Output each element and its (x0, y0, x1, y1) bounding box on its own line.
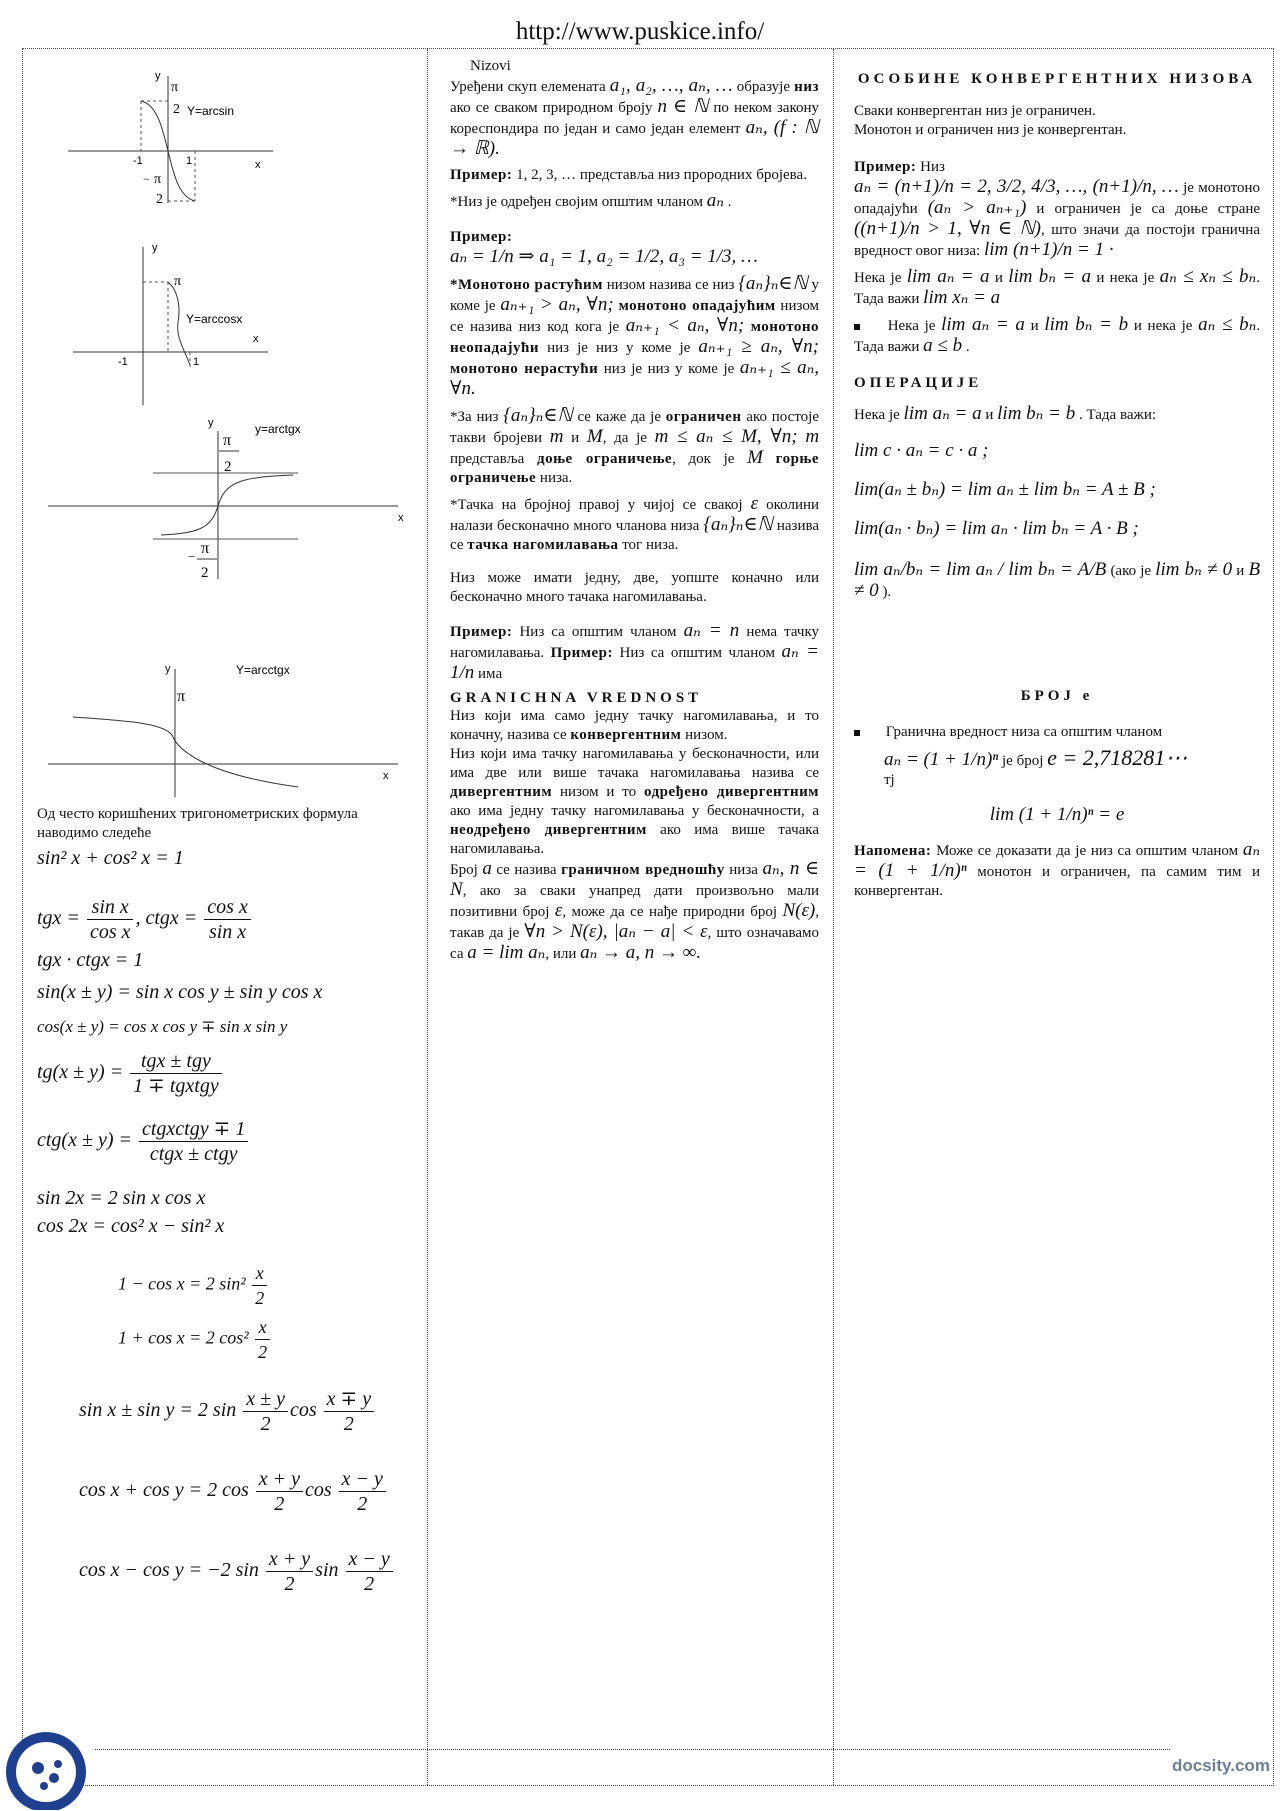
svg-text:y: y (208, 417, 214, 429)
section-title-limit: GRANICHNA VREDNOST (450, 690, 703, 706)
svg-text:y: y (155, 71, 161, 82)
definition-sequence: Уређени скуп елемената a₁, a₂, …, aₙ, … образује низ ако се сваком природном броју n ∈ ℕ по неком закону кореспондира по један и само један елемент aₙ, (f : ℕ → ℝ). (450, 75, 820, 159)
operation-scalar: lim c · aₙ = c · a ; (854, 440, 989, 461)
formula-sin-sum-product: sin x ± sin y = 2 sin $\frac{x \pm y}{2}$ cos $\frac{x \mp y}{2}$ (79, 1387, 376, 1436)
trig-intro: Од често коришћених тригонометриских формула наводимо следеће (37, 806, 358, 841)
arctg-graph (43, 411, 413, 581)
arcsin-graph (63, 71, 283, 206)
example-monotone-sequence: Пример: Низ aₙ = (n+1)/n = 2, 3/2, 4/3, …, (n+1)/n, … је монотоно опадајући (aₙ > aₙ₊₁) и ограничен је са доње стране ((n+1)/n > 1, ∀n ∈ ℕ), што значи да постоји гранична вредност овог низа: lim (n+1)/n = 1 · (854, 159, 1261, 260)
formula-ctg-sum: ctg(x ± y) = $\frac{\text{ctgxctgy ∓ 1}}{\text{ctgx ± ctgy}}$ (37, 1117, 250, 1166)
operation-quotient: lim aₙ/bₙ = lim aₙ / lim bₙ = A/B (ако је lim bₙ ≠ 0 и B ≠ 0 ). (854, 559, 1261, 601)
example-one-over-n: Пример: aₙ = 1/n ⇒ a₁ = 1, a₂ = 1/2, a₃ = 1/3, … (450, 229, 758, 267)
example-natural-numbers: Пример: 1, 2, 3, … представља низ прородних бројева. (450, 167, 807, 183)
svg-text:Y=arccosx: Y=arccosx (186, 312, 243, 326)
svg-text:-1: -1 (118, 356, 128, 368)
formula-cos-double: cos 2x = cos² x − sin² x (37, 1215, 225, 1237)
formula-one-minus-cos: 1 − cos x = 2 sin² $\frac{x}{2}$ (118, 1261, 269, 1310)
svg-text:y=arctgx: y=arctgx (255, 422, 301, 436)
bullet-icon (854, 730, 860, 736)
svg-text:y: y (152, 242, 158, 254)
bounded-definition: *За низ {aₙ}ₙ∈ℕ се каже да је ограничен ако постоје такви бројеви m и M, да је m ≤ aₙ ≤ M, ∀n; m представља доње ограничење, док је M горње ограничење низа. (450, 405, 820, 486)
operation-product: lim(aₙ · bₙ) = lim aₙ · lim bₙ = A · B ; (854, 518, 1139, 539)
svg-text:π: π (174, 274, 182, 289)
monotonic-definitions: *Монотоно растућим низом назива се низ {aₙ}ₙ∈ℕ у коме је aₙ₊₁ > aₙ, ∀n; монотоно опадајућим низом се назива низ код кога је aₙ₊₁ < aₙ, ∀n; монотоно неопадајући низ је низ у коме је aₙ₊₁ ≥ aₙ, ∀n; монотоно нерастући низ је низ у коме је aₙ₊₁ ≤ aₙ, ∀n. (450, 273, 820, 399)
formula-sin-double: sin 2x = 2 sin x cos x (37, 1187, 206, 1209)
bullet-icon (854, 324, 860, 330)
formula-pythagorean: sin² x + cos² x = 1 (37, 847, 184, 869)
svg-text:y: y (165, 663, 171, 675)
svg-text:Y=arcctgx: Y=arcctgx (236, 663, 290, 677)
column-convergence (834, 49, 1274, 1785)
svg-text:2: 2 (156, 192, 163, 206)
section-title-nizovi: Nizovi (470, 58, 511, 74)
note-general-term: *Низ је одређен својим општим чланом aₙ . (450, 190, 732, 211)
section-title-number-e: БРОЈ e (1020, 688, 1094, 704)
footer-divider (95, 1749, 1170, 1750)
remark-e-sequence: Напомена: Може се доказати да је низ са општим чланом aₙ = (1 + 1/n)ⁿ монотон и ограничен, па самим тим и конвергентан. (854, 839, 1261, 899)
number-e-value: aₙ = (1 + 1/n)ⁿ је број e = 2,718281⋯ тј (884, 745, 1188, 788)
formula-tg-sum: tg(x ± y) = $\frac{\text{tgx ± tgy}}{\text{1 ∓ tgxtgy}}$ (37, 1049, 224, 1098)
example-no-accumulation: Пример: Низ са општим чланом aₙ = n нема тачку нагомилавања. Пример: Низ са општим чланом aₙ = 1/n има (450, 620, 820, 683)
formula-sin-sum: sin(x ± y) = sin x cos y ± sin y cos x (37, 981, 323, 1003)
svg-text:x: x (255, 159, 261, 171)
formula-one-plus-cos: 1 + cos x = 2 cos² $\frac{x}{2}$ (118, 1315, 272, 1364)
svg-text:2: 2 (224, 459, 232, 475)
accumulation-point-definition: *Тачка на бројној правој у чијој се свакој ε околини налази бесконачно много чланова низа {aₙ}ₙ∈ℕ назива се тачка нагомилавања тог низа. (450, 493, 820, 553)
svg-text:π: π (154, 172, 162, 187)
operations-intro: Нека је lim aₙ = a и lim bₙ = b . Тада важи: (854, 403, 1157, 424)
docsity-brand[interactable]: docsity.com (1172, 1756, 1270, 1775)
svg-text:2: 2 (201, 565, 209, 581)
svg-text:π: π (177, 688, 186, 705)
convergent-definition: Низ који има само једну тачку нагомилавања, и то коначну, назива се конвергентним низом. (450, 708, 819, 743)
svg-text:x: x (398, 512, 404, 524)
accumulation-count: Низ може имати једну, две, уопште коначно или бесконачно много тачака нагомилавања. (450, 570, 819, 605)
column-sequences (428, 49, 834, 1785)
svg-text:π: π (201, 540, 210, 557)
svg-text:−: − (188, 549, 196, 564)
page-frame (22, 48, 1274, 1786)
svg-text:x: x (253, 333, 259, 345)
limit-definition: Број a се назива граничном вредношћу низа aₙ, n ∈ N, ако за сваки унапред дати произвољно мали позитивни број ε, може да се нађе природни број N(ε), такав да је ∀n > N(ε), |aₙ − a| < ε, што означавамо са a = lim aₙ, или aₙ → a, n → ∞. (450, 858, 820, 963)
formula-tg-times-ctg: tgx · ctgx = 1 (37, 949, 144, 971)
arccos-graph (68, 237, 278, 407)
source-url[interactable]: http://www.puskice.info/ (515, 18, 765, 45)
svg-text:1: 1 (186, 155, 193, 167)
limit-inequality: Нека је lim aₙ = a и lim bₙ = b и нека је aₙ ≤ bₙ. Тада важи a ≤ b . (854, 314, 1261, 356)
formula-cos-diff-product: cos x − cos y = −2 sin $\frac{x + y}{2}$ sin $\frac{x - y}{2}$ (79, 1547, 395, 1596)
docsity-logo-icon[interactable] (2, 1722, 90, 1810)
number-e-definition: Гранична вредност низа са општим чланом (854, 723, 1260, 742)
property-monotone: Монотон и ограничен низ је конвергентан. (854, 122, 1127, 138)
formula-tg-ctg: tgx = $\frac{\text{sin x}}{\text{cos x}}$ , ctgx = $\frac{\text{cos x}}{\text{sin x}}$ (37, 895, 253, 944)
column-graphs-formulas (23, 49, 428, 1785)
divergent-definition: Низ који има тачку нагомилавања у бесконачности, или има две или више тачака нагомилавања назива се дивергентним низом и то одређено дивергентним ако има једну тачку нагомилавања у бесконачности, а неодређено дивергентним ако има више тачака нагомилавања. (450, 746, 820, 857)
svg-text:x: x (383, 770, 389, 782)
svg-text:−: − (143, 172, 150, 186)
operation-sum: lim(aₙ ± bₙ) = lim aₙ ± lim bₙ = A ± B ; (854, 479, 1156, 500)
svg-text:2: 2 (173, 102, 180, 117)
svg-text:-1: -1 (133, 155, 143, 167)
formula-cos-sum-product: cos x + cos y = 2 cos $\frac{x + y}{2}$ cos $\frac{x - y}{2}$ (79, 1467, 388, 1516)
section-title-properties: ОСОБИНЕ КОНВЕРГЕНТНИХ НИЗОВА (857, 71, 1257, 87)
svg-text:π: π (171, 80, 179, 95)
svg-text:Y=arcsin: Y=arcsin (187, 104, 235, 118)
property-bounded: Сваки конвергентан низ је ограничен. (854, 103, 1096, 119)
formula-cos-sum: cos(x ± y) = cos x cos y ∓ sin x sin y (37, 1017, 288, 1036)
section-title-operations: ОПЕРАЦИЈЕ (854, 375, 983, 391)
number-e-limit: lim (1 + 1/n)ⁿ = e (989, 804, 1125, 825)
svg-text:π: π (223, 432, 232, 449)
squeeze-theorem: Нека је lim aₙ = a и lim bₙ = a и нека је aₙ ≤ xₙ ≤ bₙ. Тада важи lim xₙ = a (854, 266, 1261, 308)
svg-text:1: 1 (193, 356, 200, 368)
arcctg-graph (43, 639, 413, 799)
